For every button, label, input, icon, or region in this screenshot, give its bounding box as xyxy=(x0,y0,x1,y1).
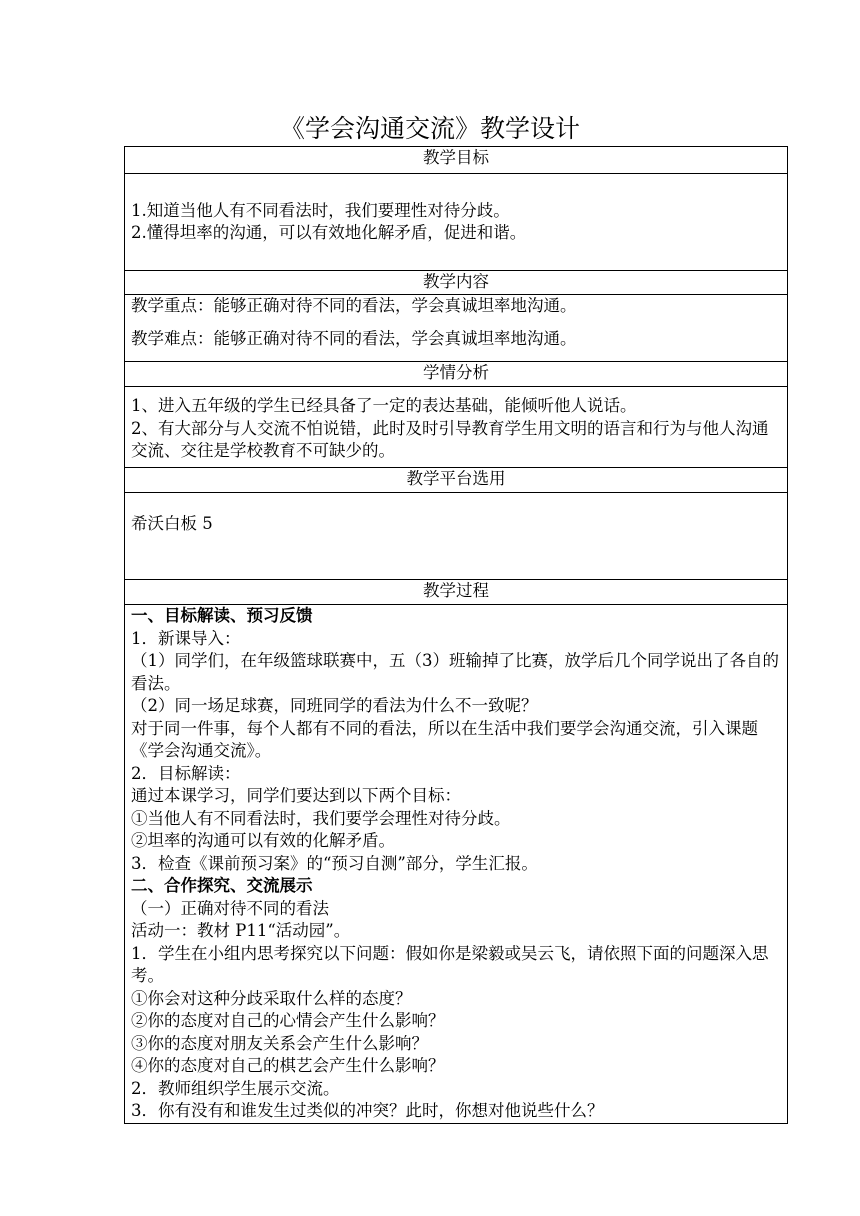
platform-header: 教学平台选用 xyxy=(125,468,788,493)
process-line: （一）正确对待不同的看法 xyxy=(131,898,329,918)
difficulty-text: 教学难点：能够正确对待不同的看法，学会真诚坦率地沟通。 xyxy=(131,328,577,348)
process-line: （1）同学们，在年级篮球联赛中，五（3）班输掉了比赛，放学后几个同学说出了各自的看法。 xyxy=(131,651,779,693)
document-title: 《学会沟通交流》教学设计 xyxy=(279,114,580,143)
process-line: 对于同一件事，每个人都有不同的看法，所以在生活中我们要学会沟通交流，引入课题《学会沟通交流》。 xyxy=(131,718,758,760)
process-line: 3．你有没有和谁发生过类似的冲突？此时，你想对他说些什么？ xyxy=(131,1101,604,1120)
analysis-cell xyxy=(125,387,788,468)
content-row xyxy=(125,295,788,362)
platform-text: 希沃白板 5 xyxy=(131,514,213,533)
objectives-header: 教学目标 xyxy=(125,147,788,174)
process-line: ②你的态度对自己的心情会产生什么影响？ xyxy=(131,1011,445,1030)
process-header: 教学过程 xyxy=(125,580,788,605)
content-header-row xyxy=(125,271,788,295)
objectives-header-row xyxy=(125,147,788,174)
process-line: ④你的态度对自己的棋艺会产生什么影响？ xyxy=(131,1056,445,1075)
process-line: 3．检查《课前预习案》的“预习自测”部分，学生汇报。 xyxy=(131,853,538,873)
process-line: 通过本课学习，同学们要达到以下两个目标： xyxy=(131,786,461,805)
analysis-header: 学情分析 xyxy=(125,362,788,387)
platform-cell xyxy=(125,493,788,580)
analysis-line: 1、进入五年级的学生已经具备了一定的表达基础，能倾听他人说话。 xyxy=(131,396,637,415)
platform-header-row xyxy=(125,468,788,493)
process-line: ②坦率的沟通可以有效的化解矛盾。 xyxy=(131,831,395,850)
process-line: 2．教师组织学生展示交流。 xyxy=(131,1078,340,1098)
content-header: 教学内容 xyxy=(125,271,788,295)
section-heading: 一、目标解读、预习反馈 xyxy=(131,606,313,625)
process-line: ①你会对这种分歧采取什么样的态度？ xyxy=(131,988,412,1008)
objective-line: 1.知道当他人有不同看法时，我们要理性对待分歧。 xyxy=(131,200,510,220)
process-line: 活动一：教材 P11“活动园”。 xyxy=(131,921,351,940)
content-cell xyxy=(125,295,788,362)
section-heading: 二、合作探究、交流展示 xyxy=(131,876,313,895)
objectives-row xyxy=(125,174,788,271)
analysis-line: 2、有大部分与人交流不怕说错，此时及时引导教育学生用文明的语言和行为与他人沟通交流、交往是学校教育不可缺少的。 xyxy=(131,418,769,460)
process-line: 1．新课导入： xyxy=(131,628,241,648)
key-point-text: 教学重点：能够正确对待不同的看法，学会真诚坦率地沟通。 xyxy=(131,296,577,315)
process-header-row xyxy=(125,580,788,605)
process-row xyxy=(125,605,788,1124)
process-line: 2．目标解读： xyxy=(131,763,241,783)
process-line: 1．学生在小组内思考探究以下问题：假如你是梁毅或吴云飞，请依照下面的问题深入思考。 xyxy=(131,943,769,985)
process-cell xyxy=(125,605,788,1124)
objectives-cell xyxy=(125,174,788,271)
platform-row xyxy=(125,493,788,580)
objective-line: 2.懂得坦率的沟通，可以有效地化解矛盾，促进和谐。 xyxy=(131,223,527,242)
analysis-header-row xyxy=(125,362,788,387)
lesson-plan-table xyxy=(124,146,788,1124)
analysis-row xyxy=(125,387,788,468)
process-line: ③你的态度对朋友关系会产生什么影响？ xyxy=(131,1033,428,1053)
process-line: （2）同一场足球赛，同班同学的看法为什么不一致呢？ xyxy=(131,696,538,715)
process-line: ①当他人有不同看法时，我们要学会理性对待分歧。 xyxy=(131,808,511,828)
